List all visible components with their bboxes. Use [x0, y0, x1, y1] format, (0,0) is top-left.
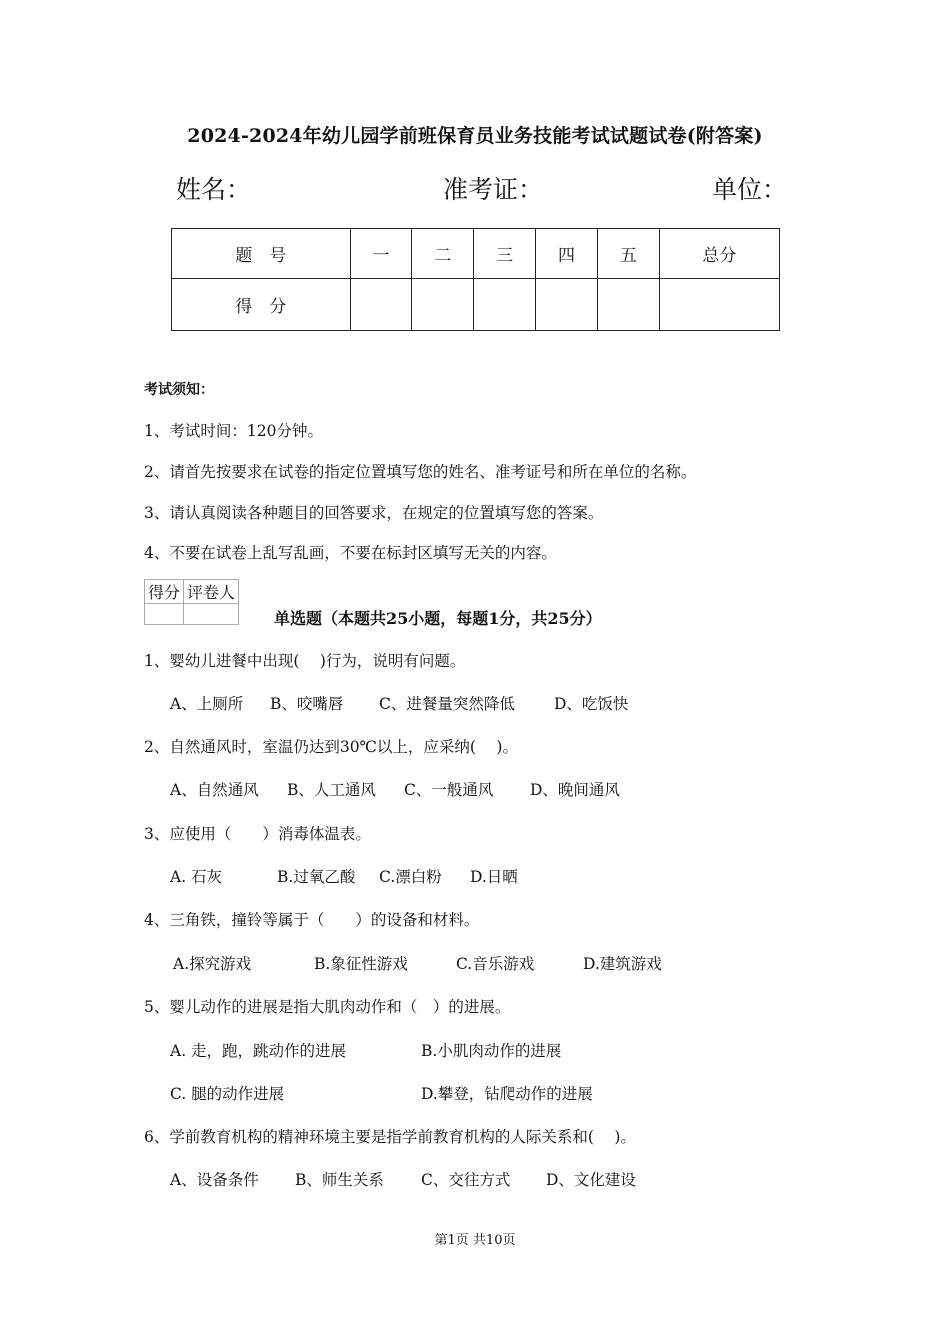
- option[interactable]: C、进餐量突然降低: [379, 695, 515, 713]
- option[interactable]: D.攀登，钻爬动作的进展: [421, 1085, 593, 1103]
- score-header-cell: 一: [350, 229, 412, 279]
- notice-item: 1、考试时间：120分钟。: [144, 422, 323, 440]
- option[interactable]: B.象征性游戏: [314, 955, 408, 973]
- score-header-cell: 总分: [659, 229, 779, 279]
- section-heading: 单选题（本题共25小题，每题1分，共25分）: [274, 609, 602, 628]
- option[interactable]: B.小肌肉动作的进展: [421, 1042, 562, 1060]
- option[interactable]: A、上厕所: [170, 695, 244, 713]
- question-text: 1、婴幼儿进餐中出现( )行为，说明有问题。: [144, 652, 466, 670]
- question-text: 4、三角铁，撞铃等属于（ ）的设备和材料。: [144, 911, 480, 929]
- option[interactable]: D.建筑游戏: [583, 955, 662, 973]
- grader-score-label: 得分: [145, 580, 184, 604]
- page-footer: 第1页 共10页: [434, 1233, 516, 1248]
- option[interactable]: A、设备条件: [170, 1171, 259, 1189]
- option[interactable]: B、咬嘴唇: [270, 695, 344, 713]
- option[interactable]: A、自然通风: [170, 781, 259, 799]
- option[interactable]: A. 走，跑，跳动作的进展: [170, 1042, 347, 1060]
- score-header-cell: 四: [536, 229, 598, 279]
- score-cell[interactable]: [659, 279, 779, 331]
- score-header-cell: 五: [597, 229, 659, 279]
- unit-label: 单位：: [712, 175, 788, 204]
- option[interactable]: C. 腿的动作进展: [170, 1085, 285, 1103]
- notice-item: 3、请认真阅读各种题目的回答要求，在规定的位置填写您的答案。: [144, 504, 604, 522]
- score-header-cell: 二: [412, 229, 474, 279]
- option[interactable]: D.日晒: [470, 868, 518, 886]
- option[interactable]: B、师生关系: [295, 1171, 384, 1189]
- score-cell[interactable]: [412, 279, 474, 331]
- question-text: 6、学前教育机构的精神环境主要是指学前教育机构的人际关系和( )。: [144, 1128, 636, 1146]
- option[interactable]: C、交往方式: [421, 1171, 511, 1189]
- option[interactable]: B.过氧乙酸: [277, 868, 356, 886]
- score-header-cell: 题 号: [172, 229, 351, 279]
- option[interactable]: D、吃饭快: [554, 695, 629, 713]
- score-cell[interactable]: [474, 279, 536, 331]
- score-table: [171, 228, 780, 331]
- option[interactable]: A. 石灰: [170, 868, 223, 886]
- page-title: 2024-2024年幼儿园学前班保育员业务技能考试试题试卷(附答案): [187, 125, 763, 147]
- exam-id-label: 准考证：: [443, 175, 544, 204]
- score-header-cell: 三: [474, 229, 536, 279]
- question-text: 3、应使用（ ）消毒体温表。: [144, 825, 371, 843]
- score-cell[interactable]: [597, 279, 659, 331]
- question-text: 2、自然通风时，室温仍达到30℃以上，应采纳( )。: [144, 738, 518, 756]
- notice-heading: 考试须知：: [144, 382, 214, 398]
- question-text: 5、婴儿动作的进展是指大肌肉动作和（ ）的进展。: [144, 998, 511, 1016]
- notice-item: 2、请首先按要求在试卷的指定位置填写您的姓名、准考证号和所在单位的名称。: [144, 463, 697, 481]
- score-table-header-row: [172, 229, 780, 279]
- option[interactable]: D、文化建设: [546, 1171, 636, 1189]
- option[interactable]: C.漂白粉: [379, 868, 442, 886]
- option[interactable]: D、晚间通风: [530, 781, 620, 799]
- score-row-label: 得 分: [172, 279, 351, 331]
- grader-reviewer-cell[interactable]: [184, 604, 239, 625]
- score-table-score-row: [172, 279, 780, 331]
- name-label: 姓名：: [176, 175, 252, 204]
- option[interactable]: C.音乐游戏: [456, 955, 535, 973]
- option[interactable]: C、一般通风: [404, 781, 494, 799]
- grader-box: [144, 579, 239, 625]
- option[interactable]: B、人工通风: [287, 781, 376, 799]
- score-cell[interactable]: [536, 279, 598, 331]
- notice-item: 4、不要在试卷上乱写乱画，不要在标封区填写无关的内容。: [144, 544, 557, 562]
- grader-score-cell[interactable]: [145, 604, 184, 625]
- option[interactable]: A.探究游戏: [173, 955, 252, 973]
- score-cell[interactable]: [350, 279, 412, 331]
- grader-reviewer-label: 评卷人: [184, 580, 239, 604]
